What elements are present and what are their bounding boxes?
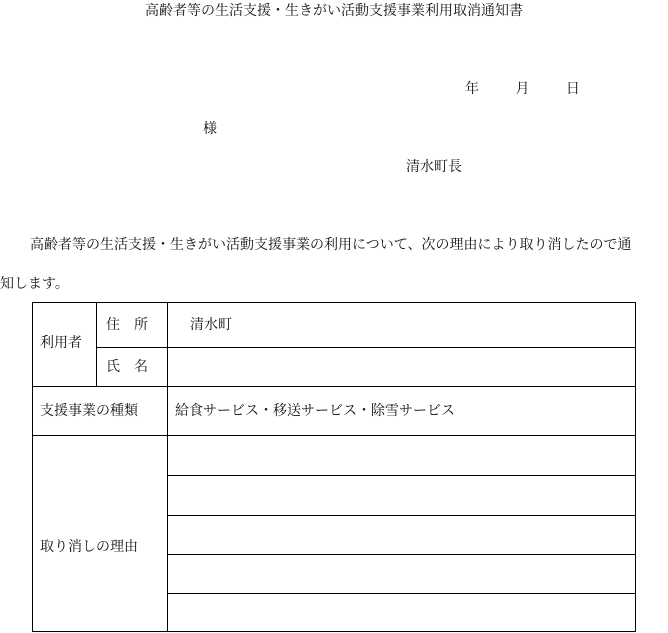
- table-rule: [167, 302, 168, 632]
- address-value: 清水町: [190, 317, 232, 333]
- table-border-bottom: [32, 631, 636, 632]
- addressee-suffix: 様: [203, 121, 217, 137]
- service-type-label: 支援事業の種類: [40, 403, 138, 419]
- month-label: 月: [515, 81, 530, 97]
- name-label: 氏 名: [106, 359, 148, 375]
- user-label: 利用者: [40, 335, 82, 351]
- table-rule: [167, 515, 636, 516]
- address-label: 住 所: [106, 317, 148, 333]
- day-label: 日: [565, 81, 580, 97]
- table-border-right: [635, 302, 636, 632]
- year-label: 年: [465, 81, 479, 97]
- table-rule: [167, 554, 636, 555]
- body-text-line-2: 知します。: [0, 276, 69, 292]
- body-text-line-1: 高齢者等の生活支援・生きがい活動支援事業の利用について、次の理由により取り消したので通: [30, 237, 632, 253]
- table-rule: [96, 302, 97, 387]
- reason-label: 取り消しの理由: [40, 539, 138, 555]
- table-border-top: [32, 302, 636, 303]
- service-type-value: 給食サービス・移送サービス・除雪サービス: [175, 403, 455, 419]
- issuer-name: 清水町長: [406, 159, 462, 175]
- date-line: [465, 78, 590, 98]
- document-title: 高齢者等の生活支援・生きがい活動支援事業利用取消通知書: [145, 3, 523, 19]
- table-rule: [167, 593, 636, 594]
- table-rule: [32, 435, 636, 436]
- table-rule: [32, 386, 636, 387]
- table-border-left: [32, 302, 33, 632]
- table-rule: [167, 475, 636, 476]
- table-rule: [96, 347, 636, 348]
